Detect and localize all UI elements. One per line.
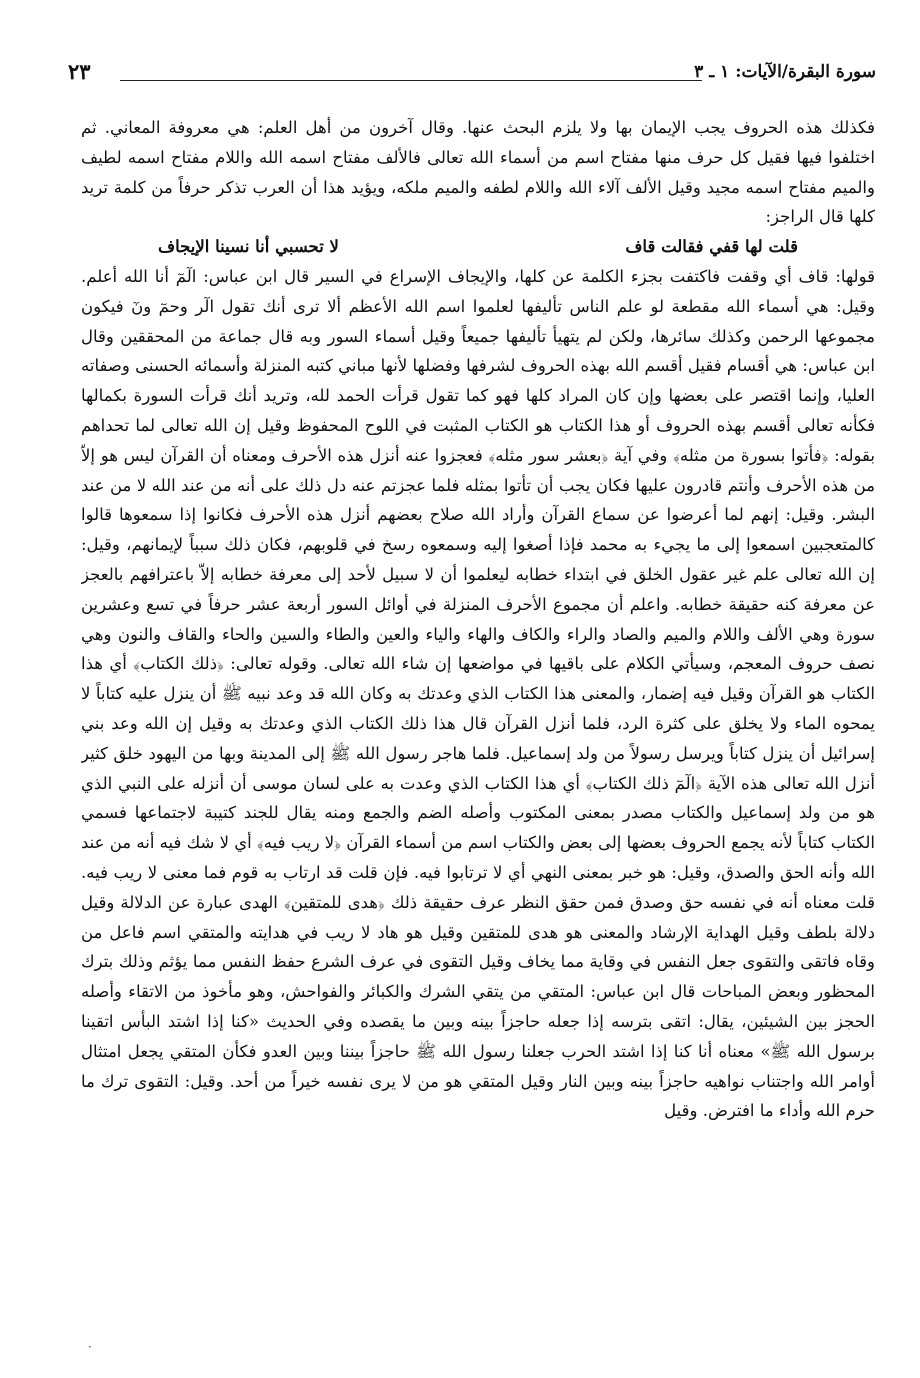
stray-mark: · [88,1340,92,1354]
running-header-title: سورة البقرة/الآيات: ١ ـ ٣ [694,62,876,82]
page-number: ٢٣ [68,59,91,84]
page-body [81,113,875,1353]
poem-verse [148,232,808,262]
body-paragraph-2: قولها: قاف أي وقفت فاكتفت بجزء الكلمة عن كلها، والإيجاف الإسراع في السير قال ابن عباس: الٓمٓ أنا الله أعلم. وقيل: هي أسماء الله مقطعة لو علم الناس تأليفها لعلموا اسم الله الأعظم ألا ترى أنك تقول الٓر وحمٓ ونٓ فيكون مجموعها الرحمن وكذلك سائرها، ولكن لم يتهيأ تأليفها جميعاً وقيل أسماء السور وبه قال جماعة من المحققين وقال ابن عباس: هي أقسام فقيل أقسم الله بهذه الحروف لشرفها وفضلها لأنها مباني كتبه المنزلة وأسمائه الحسنى وصفاته العليا، وإنما اقتصر على بعضها وإن كان المراد كلها فهو كما تقول قرأت الحمد لله، وتريد أنك قرأت السورة بكمالها فكأنه تعالى أقسم بهذه الحروف أو هذا الكتاب هو الكتاب المثبت في اللوح المحفوظ وقيل إن الله تعالى لما تحداهم بقوله: ﴿فأتوا بسورة من مثله﴾ وفي آية ﴿بعشر سور مثله﴾ فعجزوا عنه أنزل هذه الأحرف ومعناه أن القرآن ليس هو إلاّ من هذه الأحرف وأنتم قادرون عليها فكان يجب أن تأتوا بمثله فلما عجزتم عنه دل ذلك على أنه من عند الله لا من عند البشر. وقيل: إنهم لما أعرضوا عن سماع القرآن وأراد الله صلاح بعضهم أنزل هذه الأحرف فكانوا إذا سمعوها قالوا كالمتعجبين اسمعوا إلى ما يجيء به محمد فإذا أصغوا إليه وسمعوه رسخ في قلوبهم، فكان ذلك سبباً لإيمانهم، وقيل: إن الله تعالى علم غير عقول الخلق في ابتداء خطابه ليعلموا أن لا سبيل لأحد إلى معرفة خطابه إلاّ باعترافهم بالعجز عن معرفة كنه حقيقة خطابه. واعلم أن مجموع الأحرف المنزلة في أوائل السور أربعة عشر حرفاً في تسع وعشرين سورة وهي الألف واللام والميم والصاد والراء والكاف والهاء والياء والعين والطاء والسين والحاء والقاف والنون وهي نصف حروف المعجم، وسيأتي الكلام على باقيها في مواضعها إن شاء الله تعالى. وقوله تعالى: ﴿ذلك الكتاب﴾ أي هذا الكتاب هو القرآن وقيل فيه إضمار، والمعنى هذا الكتاب الذي وعدتك به وكان الله قد وعد نبيه ﷺ أن ينزل عليه كتاباً لا يمحوه الماء ولا يخلق على كثرة الرد، فلما أنزل القرآن قال هذا ذلك الكتاب الذي وعدتك به وقيل إن الله وعد بني إسرائيل أن ينزل كتاباً ويرسل رسولاً من ولد إسماعيل. فلما هاجر رسول الله ﷺ إلى المدينة وبها من اليهود خلق كثير أنزل الله تعالى هذه الآية ﴿الٓمٓ ذلك الكتاب﴾ أي هذا الكتاب الذي وعدت به على لسان موسى أن أنزله على النبي الذي هو من ولد إسماعيل والكتاب مصدر بمعنى المكتوب وأصله الضم والجمع ومنه يقال للجند كتيبة لاجتماعها فسمي الكتاب كتاباً لأنه يجمع الحروف بعضها إلى بعض والكتاب اسم من أسماء القرآن ﴿لا ريب فيه﴾ أي لا شك فيه أنه من عند الله وأنه الحق والصدق، وقيل: هو خبر بمعنى النهي أي لا ترتابوا فيه. فإن قلت قد ارتاب به قوم فما معنى لا ريب فيه. قلت معناه أنه في نفسه حق وصدق فمن حقق النظر عرف حقيقة ذلك ﴿هدى للمتقين﴾ الهدى عبارة عن الدلالة وقيل دلالة بلطف وقيل الهداية الإرشاد والمعنى هو هدى للمتقين وقيل هو هاد لا ريب في هدايته والمتقي اسم فاعل من وقاه فاتقى والتقوى جعل النفس في وقاية مما يخاف وقيل التقوى في عرف الشرع حفظ النفس مما يؤثم وذلك بترك المحظور وبعض المباحات قال ابن عباس: المتقي من يتقي الشرك والكبائر والفواحش، وهو مأخوذ من الاتقاء وأصله الحجز بين الشيئين، يقال: اتقى بترسه إذا جعله حاجزاً بينه وبين ما يقصده وفي الحديث «كنا إذا اشتد البأس اتقينا برسول الله ﷺ» معناه أنا كنا إذا اشتد الحرب جعلنا رسول الله ﷺ حاجزاً بيننا وبين العدو فكأن المتقي يجعل امتثال أوامر الله واجتناب نواهيه حاجزاً بينه وبين النار وقيل المتقي هو من لا يرى نفسه خيراً من أحد. وقيل: التقوى ترك ما حرم الله وأداء ما افترض. وقيل [81,266,875,1121]
body-paragraph-1: فكذلك هذه الحروف يجب الإيمان بها ولا يلزم البحث عنها. وقال آخرون من أهل العلم: هي معروفة المعاني. ثم اختلفوا فيها فقيل كل حرف منها مفتاح اسم من أسماء الله تعالى فالألف مفتاح اسمه الله واللام مفتاح اسمه لطيف والميم مفتاح اسمه مجيد وقيل الألف آلاء الله واللام لطفه والميم ملكه، ويؤيد هذا أن العرب تذكر حرفاً من كلمة تريد كلها قال الراجز: [81,118,875,227]
poem-hemistich-right: قلت لها قفي فقالت قاف [625,237,798,257]
running-header [68,52,876,96]
poem-hemistich-left: لا تحسبي أنا نسينا الإيجاف [158,237,339,257]
header-rule [120,80,702,81]
